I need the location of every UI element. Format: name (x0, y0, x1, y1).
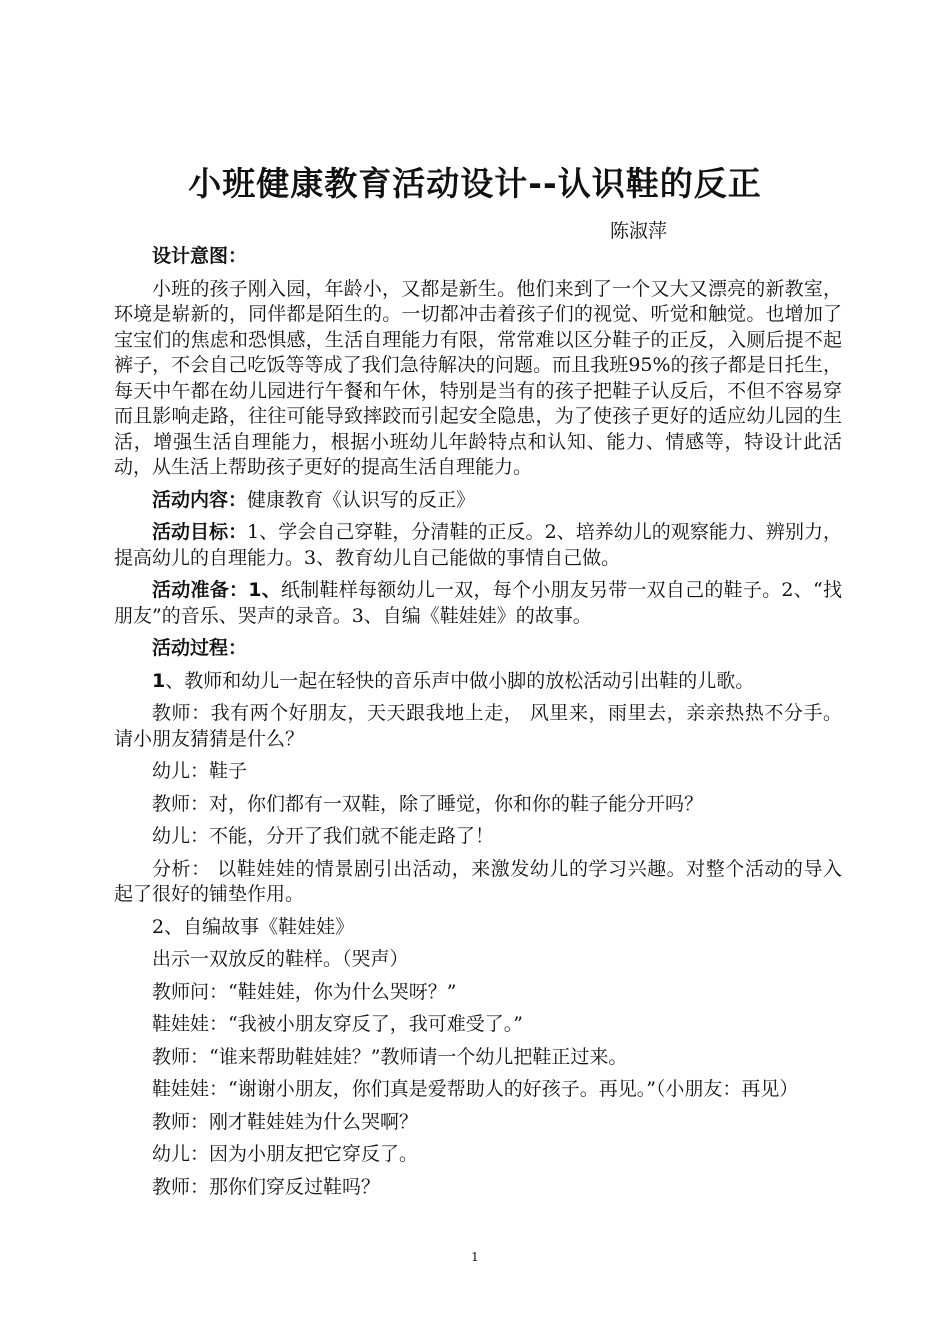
document-title: 小班健康教育活动设计--认识鞋的反正 (188, 164, 762, 203)
dialogue-line: 鞋娃娃：“我被小朋友穿反了，我可难受了。” (152, 1013, 523, 1035)
dialogue-line: 教师问：“鞋娃娃，你为什么哭呀？” (152, 980, 457, 1003)
content-text: 健康教育《认识写的反正》 (247, 488, 476, 511)
goals-text: 1、学会自己穿鞋，分清鞋的正反。2、培养幼儿的观察能力、辨别力，提高幼儿的自理能力。3、教育幼儿自己能做的事情自己做。 (114, 521, 842, 569)
dialogue-line: 教师：我有两个好朋友，天天跟我地上走， 风里来，雨里去，亲亲热热不分手。请小朋友猜猜是什么？ (114, 702, 842, 750)
dialogue-line: 教师：那你们穿反过鞋吗？ (152, 1175, 381, 1198)
intent-heading: 设计意图： (152, 245, 248, 267)
dialogue-line: 教师：“谁来帮助鞋娃娃？”教师请一个幼儿把鞋正过来。 (152, 1045, 628, 1068)
content-label: 活动内容： (152, 488, 248, 511)
prep-label: 活动准备： (152, 579, 249, 601)
author-name: 陈淑萍 (610, 220, 668, 242)
process-heading: 活动过程： (152, 637, 248, 659)
document-body (114, 244, 842, 1200)
step1-text: 、教师和幼儿一起在轻快的音乐声中做小脚的放松活动引出鞋的儿歌。 (165, 669, 755, 692)
activity-goals-paragraph (114, 520, 842, 571)
activity-content-paragraph (114, 488, 842, 514)
dialogue-line: 教师：对，你们都有一双鞋，除了睡觉，你和你的鞋子能分开吗？ (152, 792, 704, 815)
dialogue-line: 鞋娃娃：“谢谢小朋友，你们真是爱帮助人的好孩子。再见。”（小朋友：再见） (152, 1078, 799, 1100)
dialogue-line: 教师：刚才鞋娃娃为什么哭啊？ (152, 1110, 419, 1133)
dialogue-line: 幼儿：鞋子 (152, 760, 248, 782)
activity-prep-paragraph (114, 578, 842, 629)
step2-heading: 2、自编故事《鞋娃娃》 (152, 915, 355, 938)
analysis-paragraph: 分析： 以鞋娃娃的情景剧引出活动，来激发幼儿的学习兴趣。对整个活动的导入起了很好的铺垫作用。 (114, 857, 842, 905)
intent-paragraph: 小班的孩子刚入园，年龄小，又都是新生。他们来到了一个又大又漂亮的新教室，环境是崭新的，同伴都是陌生的。一切都冲击着孩子们的视觉、听觉和触觉。也增加了宝宝们的焦虑和恐惧感，生活自理能力有限，常常难以区分鞋子的正反，入厕后提不起裤子，不会自己吃饭等等成了我们急待解决的问题。而且我班95%的孩子都是日托生，每天中午都在幼儿园进行午餐和午休，特别是当有的孩子把鞋子认反后，不但不容易穿而且影响走路，往往可能导致摔跤而引起安全隐患，为了使孩子更好的适应幼儿园的生活，增强生活自理能力，根据小班幼儿年龄特点和认知、能力、情感等，特设计此活动，从生活上帮助孩子更好的提高生活自理能力。 (114, 277, 842, 478)
goals-label: 活动目标： (152, 521, 248, 543)
page-number: 1 (471, 1250, 479, 1264)
dialogue-line: 幼儿：因为小朋友把它穿反了。 (152, 1143, 419, 1165)
prep-text: 纸制鞋样每额幼儿一双，每个小朋友另带一双自己的鞋子。2、“找朋友”的音乐、哭声的录音。3、自编《鞋娃娃》的故事。 (114, 579, 842, 627)
prep-lead: 1、 (248, 579, 281, 601)
dialogue-line: 出示一双放反的鞋样。（哭声） (152, 948, 409, 970)
step1-paragraph (114, 669, 842, 695)
dialogue-line: 幼儿：不能，分开了我们就不能走路了！ (152, 825, 495, 847)
step1-number: 1 (152, 669, 166, 692)
